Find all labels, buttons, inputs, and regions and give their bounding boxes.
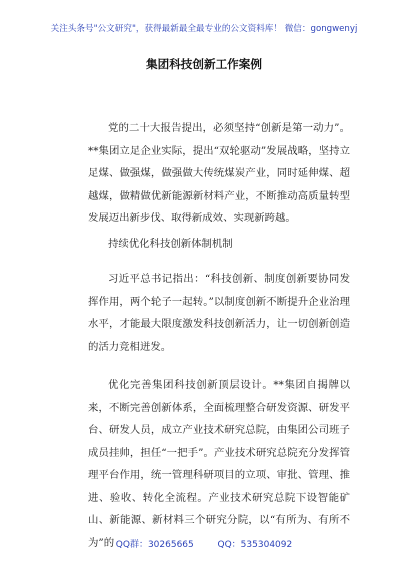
header-watermark: 关注头条号"公文研究"，获得最新最全最专业的公文资料库！ 微信：gongwenyj	[50, 24, 358, 34]
paragraph-1: 党的二十大报告提出，必须坚持“创新是第一动力”。**集团立足企业实际，提出“双轮驱动”发展战略，坚持立足煤、做强煤，做强做大传统煤炭产业，同时延伸煤、超越煤，做精做优新能源新材料产业，不断推动高质量转型发展迈出新步伐、取得新成效、实现新跨越。	[88, 122, 350, 224]
section-heading: 持续优化科技创新体制机制	[108, 238, 233, 250]
paragraph-2: 习近平总书记指出：“科技创新、制度创新要协同发挥作用，两个轮子一起转。”以制度创新不断提升企业治理水平，才能最大限度激发科技创新活力，让一切创新创造的活力竞相迸发。	[88, 273, 350, 353]
footer-contact	[0, 537, 408, 550]
document-title: 集团科技创新工作案例	[146, 57, 262, 71]
footer-qq: QQ：535304092	[217, 540, 293, 550]
paragraph-3: 优化完善集团科技创新顶层设计。**集团自揭牌以来，不断完善创新体系，全面梳理整合研发资源、研发平台、研发人员，成立产业技术研究总院，由集团公司班子成员挂帅，担任“一把手”。产业技术研究总院充分发挥管理平台作用，统一管理科研项目的立项、审批、管理、推进、验收、转化全流程。产业技术研究总院下设智能矿山、新能源、新材料三个研究分院，以“有所为、有所不为”的	[88, 379, 350, 549]
footer-qq-group: QQ群：30265665	[115, 540, 194, 550]
